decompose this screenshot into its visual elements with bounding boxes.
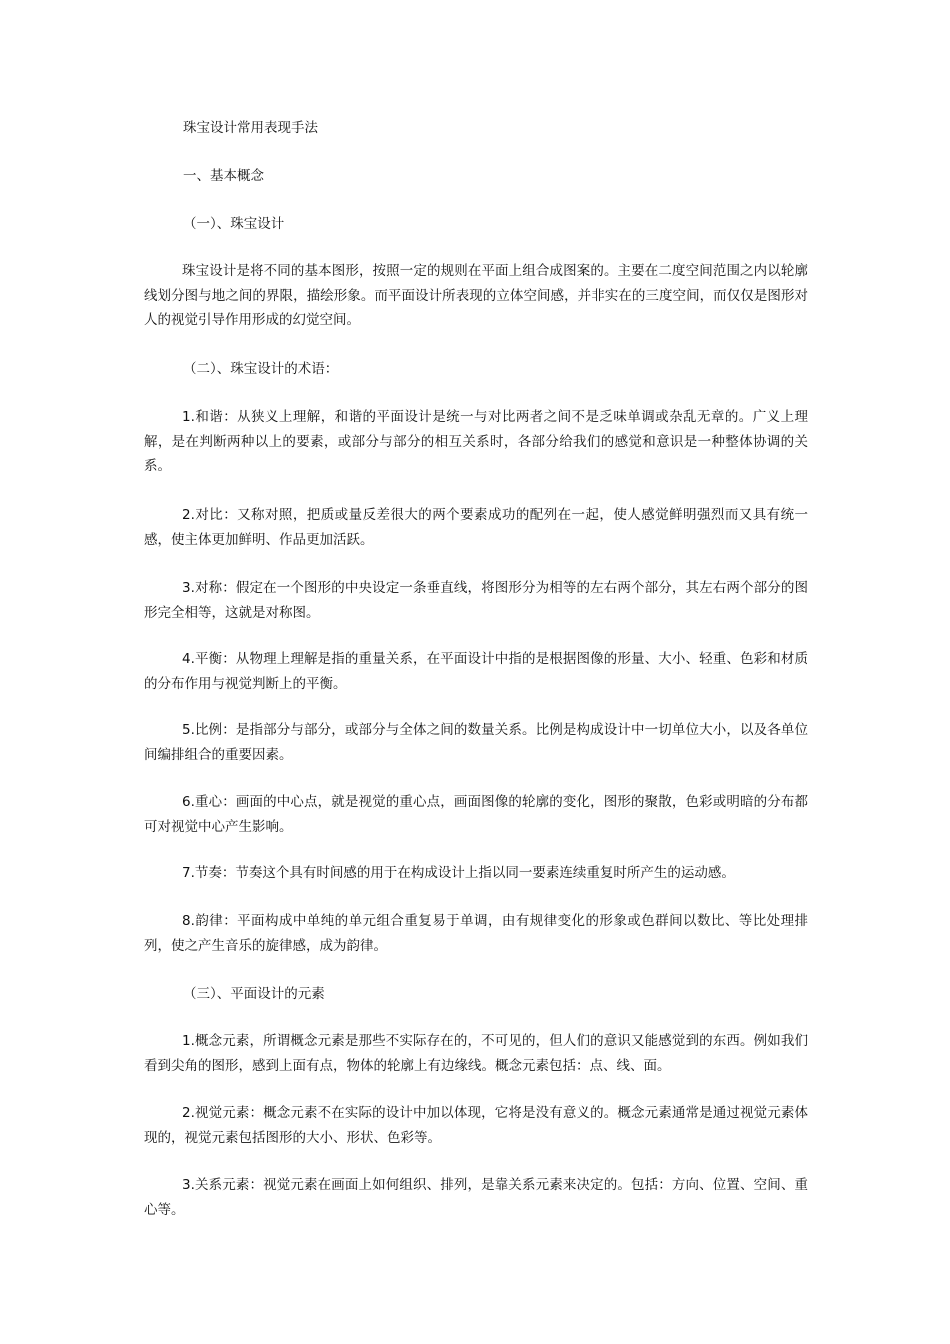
term-text: 节奏：节奏这个具有时间感的用于在构成设计上指以同一要素连续重复时所产生的运动感。 — [194, 865, 735, 881]
element-paragraph — [144, 1101, 808, 1150]
element-number: 1. — [182, 1033, 195, 1049]
term-paragraph — [144, 405, 808, 479]
term-number: 5. — [182, 722, 195, 738]
term-text: 对比：又称对照，把质或量反差很大的两个要素成功的配列在一起，使人感觉鲜明强烈而又具有统一感，使主体更加鲜明、作品更加活跃。 — [144, 507, 808, 548]
term-paragraph — [144, 790, 808, 839]
term-paragraph — [144, 503, 808, 552]
term-number: 1. — [182, 409, 195, 425]
subsection-heading-elements: （三）、平面设计的元素 — [183, 986, 325, 1002]
element-text: 关系元素：视觉元素在画面上如何组织、排列，是靠关系元素来决定的。包括：方向、位置、空间、重心等。 — [144, 1177, 808, 1218]
term-text: 韵律：平面构成中单纯的单元组合重复易于单调，由有规律变化的形象或色群间以数比、等比处理排列，使之产生音乐的旋律感，成为韵律。 — [144, 913, 808, 954]
jewelry-design-paragraph: 珠宝设计是将不同的基本图形，按照一定的规则在平面上组合成图案的。主要在二度空间范围之内以轮廓线划分图与地之间的界限，描绘形象。而平面设计所表现的立体空间感，并非实在的三度空间，而仅仅是图形对人的视觉引导作用形成的幻觉空间。 — [144, 263, 808, 328]
term-number: 6. — [182, 794, 195, 810]
term-number: 3. — [182, 580, 195, 596]
term-number: 7. — [182, 865, 195, 881]
term-number: 2. — [182, 507, 195, 523]
element-paragraph — [144, 1173, 808, 1222]
term-paragraph — [144, 861, 808, 886]
element-number: 3. — [182, 1177, 195, 1193]
element-text: 视觉元素：概念元素不在实际的设计中加以体现，它将是没有意义的。概念元素通常是通过视觉元素体现的，视觉元素包括图形的大小、形状、色彩等。 — [144, 1105, 808, 1146]
element-text: 概念元素，所谓概念元素是那些不实际存在的，不可见的，但人们的意识又能感觉到的东西。例如我们看到尖角的图形，感到上面有点，物体的轮廓上有边缘线。概念元素包括：点、线、面。 — [144, 1033, 808, 1074]
element-number: 2. — [182, 1105, 195, 1121]
term-text: 对称：假定在一个图形的中央设定一条垂直线，将图形分为相等的左右两个部分，其左右两个部分的图形完全相等，这就是对称图。 — [144, 580, 808, 621]
term-text: 比例：是指部分与部分，或部分与全体之间的数量关系。比例是构成设计中一切单位大小，以及各单位间编排组合的重要因素。 — [144, 722, 808, 763]
term-text: 平衡：从物理上理解是指的重量关系，在平面设计中指的是根据图像的形量、大小、轻重、色彩和材质的分布作用与视觉判断上的平衡。 — [144, 651, 808, 692]
subsection-heading-terms: （二）、珠宝设计的术语： — [183, 361, 339, 377]
term-number: 8. — [182, 913, 195, 929]
term-paragraph — [144, 718, 808, 767]
term-paragraph — [144, 647, 808, 696]
term-text: 重心：画面的中心点，就是视觉的重心点，画面图像的轮廓的变化，图形的聚散，色彩或明暗的分布都可对视觉中心产生影响。 — [144, 794, 808, 835]
term-text: 和谐：从狭义上理解，和谐的平面设计是统一与对比两者之间不是乏味单调或杂乱无章的。广义上理解，是在判断两种以上的要素，或部分与部分的相互关系时，各部分给我们的感觉和意识是一种整体协调的关系。 — [144, 409, 808, 474]
term-paragraph — [144, 909, 808, 958]
section-heading-basic-concepts: 一、基本概念 — [183, 168, 264, 184]
document-title: 珠宝设计常用表现手法 — [183, 120, 318, 136]
term-paragraph — [144, 576, 808, 625]
element-paragraph — [144, 1029, 808, 1078]
subsection-heading-jewelry-design: （一）、珠宝设计 — [183, 216, 285, 232]
term-number: 4. — [182, 651, 195, 667]
